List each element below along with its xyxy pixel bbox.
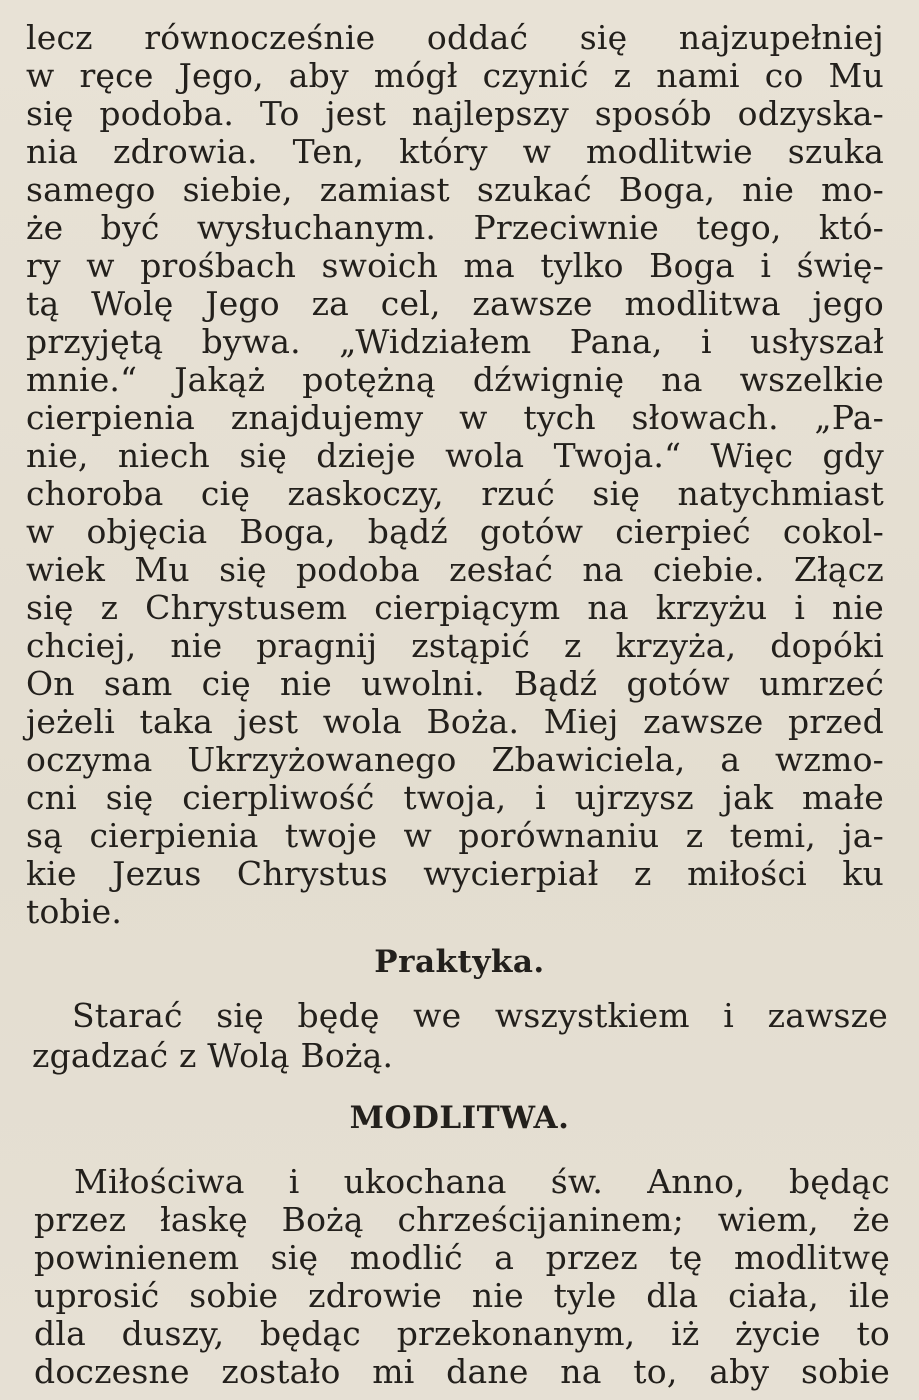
text-line: przez łaskę Bożą chrześcijaninem; wiem, że [34,1200,890,1239]
text-line: choroba cię zaskoczy, rzuć się natychmiast [26,474,884,513]
text-line: doczesne zostało mi dane na to, aby sobie [34,1352,890,1391]
heading-modlitwa: MODLITWA. [349,1100,570,1136]
text-line: powinienem się modlić a przez tę modlitwę [34,1238,890,1277]
text-line: cierpienia znajdujemy w tych słowach. „Pa- [26,398,884,437]
text-line: samego siebie, zamiast szukać Boga, nie mo- [26,170,884,209]
text-line: dla duszy, będąc przekonanym, iż życie to [34,1314,890,1353]
text-line: On sam cię nie uwolni. Bądź gotów umrzeć [26,664,884,703]
text-line: w ręce Jego, aby mógł czynić z nami co Mu [26,56,884,95]
text-line: ry w prośbach swoich ma tylko Boga i świę- [26,246,884,285]
text-line: uprosić sobie zdrowie nie tyle dla ciała, ile [34,1276,890,1315]
text-line: mnie.“ Jakąż potężną dźwignię na wszelkie [26,360,884,399]
text-line: nie, niech się dzieje wola Twoja.“ Więc gdy [26,436,884,475]
text-line: Starać się będę we wszystkiem i zawsze [72,996,888,1035]
text-line: że być wysłuchanym. Przeciwnie tego, któ- [26,208,884,247]
text-line: nia zdrowia. Ten, który w modlitwie szuka [26,132,884,171]
text-line: chciej, nie pragnij zstąpić z krzyża, dopóki [26,626,884,665]
text-line: przyjętą bywa. „Widziałem Pana, i usłyszał [26,322,884,361]
text-line: się z Chrystusem cierpiącym na krzyżu i nie [26,588,884,627]
heading-praktyka: Praktyka. [374,944,545,980]
text-line: wiek Mu się podoba zesłać na ciebie. Złącz [26,550,884,589]
text-line: jeżeli taka jest wola Boża. Miej zawsze przed [26,702,884,741]
text-line: Miłościwa i ukochana św. Anno, będąc [74,1162,890,1201]
text-line: cni się cierpliwość twoja, i ujrzysz jak małe [26,778,884,817]
text-line: zgadzać z Wolą Bożą. [32,1036,394,1075]
text-line: lecz równocześnie oddać się najzupełniej [26,18,884,57]
text-line: tobie. [26,892,123,931]
text-line: w objęcia Boga, bądź gotów cierpieć cokol- [26,512,884,551]
text-line: kie Jezus Chrystus wycierpiał z miłości ku [26,854,884,893]
text-line: tą Wolę Jego za cel, zawsze modlitwa jego [26,284,884,323]
text-line: oczyma Ukrzyżowanego Zbawiciela, a wzmo- [26,740,884,779]
text-line: się podoba. To jest najlepszy sposób odzyska- [26,94,884,133]
text-line: są cierpienia twoje w porównaniu z temi, ja- [26,816,884,855]
